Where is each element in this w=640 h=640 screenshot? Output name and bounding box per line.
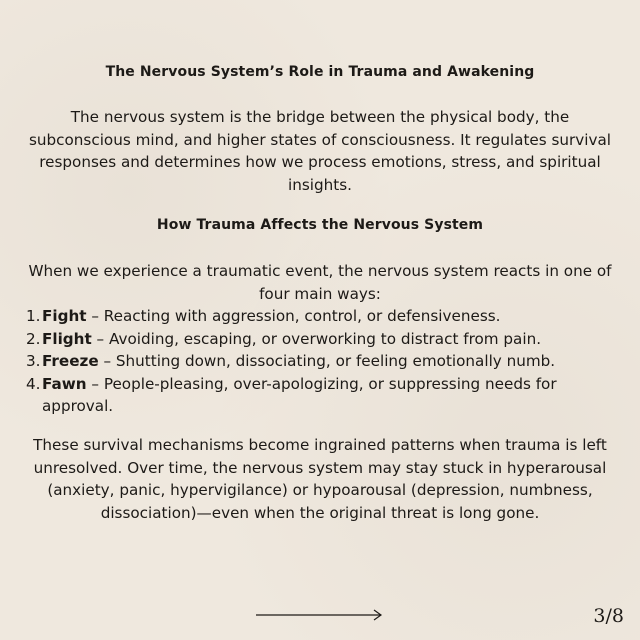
response-desc: – Reacting with aggression, control, or defensiveness. <box>86 307 501 325</box>
intro-paragraph: The nervous system is the bridge between the physical body, the subconscious mind, and higher states of consciousness. It regulates survival responses and determines how we process emotions, stress, and spiritual insights. <box>28 108 611 194</box>
list-number: 1. <box>26 307 41 325</box>
response-term: Freeze <box>42 352 99 370</box>
lead-paragraph: When we experience a traumatic event, the nervous system reacts in one of four main ways: <box>28 262 612 303</box>
response-term: Fight <box>42 307 87 325</box>
response-term: Fawn <box>42 374 87 393</box>
list-number: 4. <box>26 374 41 393</box>
page-indicator: 3/8 <box>593 605 624 627</box>
closing-paragraph: These survival mechanisms become ingrained patterns when trauma is left unresolved. Over time, the nervous system may stay stuck in hyperarousal (anxiety, panic, hypervigilance) or hypoarousal (depression, numbness, dissociation)—even when the original threat is long gone. <box>33 436 607 522</box>
response-desc: – Shutting down, dissociating, or feeling emotionally numb. <box>98 352 556 370</box>
list-number: 2. <box>26 329 41 348</box>
main-heading: The Nervous System’s Role in Trauma and Awakening <box>105 64 535 80</box>
list-item <box>26 373 606 418</box>
response-desc: – People-pleasing, over-apologizing, or suppressing needs for approval. <box>42 374 557 415</box>
list-item <box>26 305 606 328</box>
list-item <box>26 350 606 373</box>
list-item <box>26 328 606 351</box>
response-list <box>26 305 606 418</box>
response-term: Flight <box>42 329 92 348</box>
list-number: 3. <box>26 352 41 370</box>
section-heading: How Trauma Affects the Nervous System <box>156 217 484 233</box>
response-desc: – Avoiding, escaping, or overworking to distract from pain. <box>91 329 542 348</box>
arrow-right-icon[interactable] <box>256 608 384 622</box>
